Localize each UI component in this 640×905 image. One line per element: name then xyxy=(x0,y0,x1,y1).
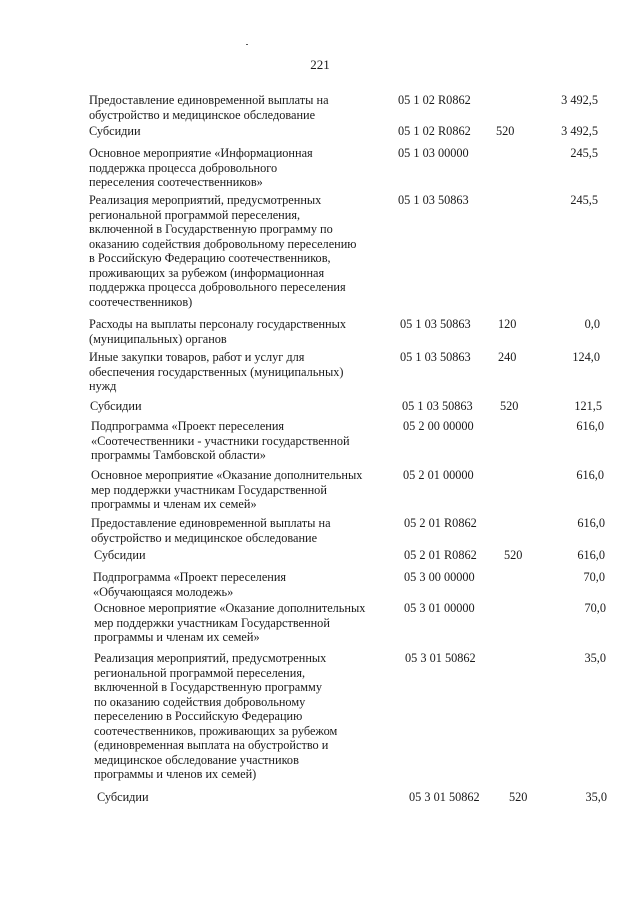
row-code: 05 3 01 00000 xyxy=(404,601,475,615)
row-code: 05 1 03 00000 xyxy=(398,146,469,160)
row-amount: 616,0 xyxy=(577,516,605,530)
row-description: Субсидии xyxy=(94,548,146,562)
row-expense-type: 240 xyxy=(498,350,517,364)
row-expense-type: 520 xyxy=(504,548,523,562)
row-amount: 35,0 xyxy=(585,790,607,804)
row-amount: 616,0 xyxy=(577,548,605,562)
row-description: Реализация мероприятий, предусмотренных региональной программой переселения, включенной в Государственную программу по оказанию содействия добровольному переселению в Российскую Федерацию соотечественников, проживающих за рубежом (единовременная выплата на обустройство и медицинское обследование участников программы и членов их семей) xyxy=(94,651,338,781)
row-amount: 124,0 xyxy=(572,350,600,364)
row-code: 05 3 00 00000 xyxy=(404,570,475,584)
row-description: Реализация мероприятий, предусмотренных региональной программой переселения, включенной в Государственную программу по оказанию содействия добровольному переселению в Российскую Федерацию соотечественников, проживающих за рубежом (информационная поддержка процесса добровольного переселения соотечественников) xyxy=(89,193,357,309)
row-description: Подпрограмма «Проект переселения «Соотечественники - участники государственной программы Тамбовской области» xyxy=(91,419,350,462)
row-expense-type: 520 xyxy=(496,124,515,138)
row-description: Основное мероприятие «Оказание дополнительных мер поддержки участникам Государственной программы и членам их семей» xyxy=(91,468,363,511)
row-amount: 0,0 xyxy=(584,317,600,331)
row-description: Основное мероприятие «Оказание дополнительных мер поддержки участникам Государственной программы и членам их семей» xyxy=(94,601,366,644)
row-code: 05 2 00 00000 xyxy=(403,419,474,433)
row-code: 05 1 02 R0862 xyxy=(398,124,471,138)
row-code: 05 1 02 R0862 xyxy=(398,93,471,107)
row-code: 05 3 01 50862 xyxy=(409,790,480,804)
row-amount: 245,5 xyxy=(570,193,598,207)
row-amount: 616,0 xyxy=(576,419,604,433)
row-code: 05 2 01 00000 xyxy=(403,468,474,482)
row-amount: 121,5 xyxy=(574,399,602,413)
row-description: Иные закупки товаров, работ и услуг для обеспечения государственных (муниципальных) нужд xyxy=(89,350,344,393)
row-description: Субсидии xyxy=(89,124,141,138)
row-code: 05 1 03 50863 xyxy=(400,317,471,331)
row-expense-type: 520 xyxy=(509,790,528,804)
row-code: 05 3 01 50862 xyxy=(405,651,476,665)
row-expense-type: 520 xyxy=(500,399,519,413)
row-description: Расходы на выплаты персоналу государственных (муниципальных) органов xyxy=(89,317,347,346)
row-code: 05 2 01 R0862 xyxy=(404,516,477,530)
row-amount: 3 492,5 xyxy=(561,124,598,138)
row-amount: 3 492,5 xyxy=(561,93,598,107)
row-description: Подпрограмма «Проект переселения «Обучающаяся молодежь» xyxy=(93,570,287,599)
row-description: Субсидии xyxy=(90,399,142,413)
row-amount: 35,0 xyxy=(584,651,606,665)
row-amount: 70,0 xyxy=(584,601,606,615)
row-amount: 245,5 xyxy=(570,146,598,160)
scan-speck xyxy=(246,44,248,45)
row-code: 05 2 01 R0862 xyxy=(404,548,477,562)
row-description: Предоставление единовременной выплаты на обустройство и медицинское обследование xyxy=(89,93,329,122)
row-amount: 70,0 xyxy=(583,570,605,584)
row-expense-type: 120 xyxy=(498,317,517,331)
row-description: Предоставление единовременной выплаты на обустройство и медицинское обследование xyxy=(91,516,331,545)
row-amount: 616,0 xyxy=(576,468,604,482)
row-description: Субсидии xyxy=(97,790,149,804)
row-code: 05 1 03 50863 xyxy=(398,193,469,207)
page-number: 221 xyxy=(310,57,330,72)
row-description: Основное мероприятие «Информационная поддержка процесса добровольного переселения соотечественников» xyxy=(89,146,313,189)
row-code: 05 1 03 50863 xyxy=(400,350,471,364)
row-code: 05 1 03 50863 xyxy=(402,399,473,413)
